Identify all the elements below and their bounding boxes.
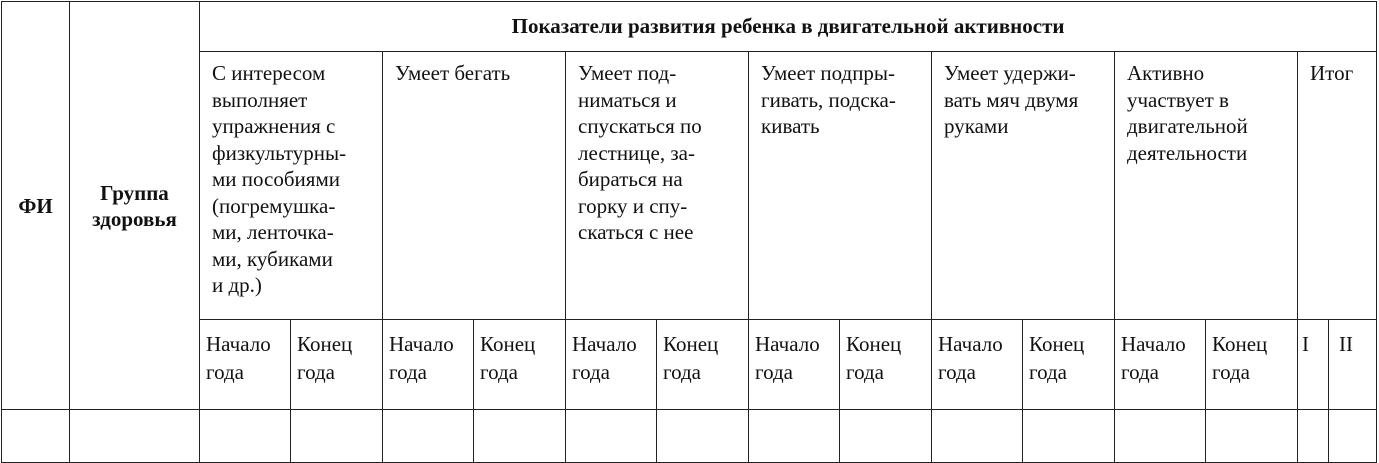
cell-value[interactable] xyxy=(474,410,566,463)
indicator-header-running: Умеет бегать xyxy=(383,52,566,320)
subheader-start: Начало года xyxy=(200,320,291,410)
cell-value[interactable] xyxy=(657,410,749,463)
subheader-start: Начало года xyxy=(383,320,474,410)
subheader-end: Конец года xyxy=(1023,320,1115,410)
cell-value[interactable] xyxy=(749,410,840,463)
subheader-start: Начало года xyxy=(932,320,1023,410)
cell-fi[interactable] xyxy=(2,410,70,463)
subheader-end: Конец года xyxy=(1206,320,1298,410)
indicator-header-exercises: С интересом выполняет упражнения с физкультурны- ми пособиями (погремушка- ми, ленточка- ми, кубиками и др.) xyxy=(200,52,383,320)
cell-value[interactable] xyxy=(1298,410,1329,463)
cell-value[interactable] xyxy=(566,410,657,463)
cell-health-group[interactable] xyxy=(70,410,200,463)
column-header-fi: ФИ xyxy=(2,2,70,410)
cell-value[interactable] xyxy=(200,410,291,463)
subheader-total-2: II xyxy=(1329,320,1377,410)
cell-value[interactable] xyxy=(932,410,1023,463)
subheader-end: Конец года xyxy=(840,320,932,410)
cell-value[interactable] xyxy=(840,410,932,463)
cell-value[interactable] xyxy=(1115,410,1206,463)
cell-value[interactable] xyxy=(383,410,474,463)
subheader-start: Начало года xyxy=(566,320,657,410)
subheader-start: Начало года xyxy=(1115,320,1206,410)
indicator-header-stairs: Умеет под- ниматься и спускаться по лестнице, за- бираться на горку и спу- скаться с нее xyxy=(566,52,749,320)
table-row xyxy=(2,410,1377,463)
subheader-total-1: I xyxy=(1298,320,1329,410)
subheader-start: Начало года xyxy=(749,320,840,410)
column-header-health-group: Группа здоровья xyxy=(70,2,200,410)
child-development-table xyxy=(1,1,1377,463)
subheader-end: Конец года xyxy=(474,320,566,410)
subheader-end: Конец года xyxy=(291,320,383,410)
cell-value[interactable] xyxy=(291,410,383,463)
cell-value[interactable] xyxy=(1023,410,1115,463)
cell-value[interactable] xyxy=(1329,410,1377,463)
indicator-header-ball: Умеет удержи- вать мяч двумя руками xyxy=(932,52,1115,320)
subheader-end: Конец года xyxy=(657,320,749,410)
indicator-header-activity: Активно участвует в двигательной деятельности xyxy=(1115,52,1298,320)
indicator-header-total: Итог xyxy=(1298,52,1377,320)
indicator-header-jumping: Умеет подпры- гивать, подска- кивать xyxy=(749,52,932,320)
main-header: Показатели развития ребенка в двигательной активности xyxy=(200,2,1377,52)
cell-value[interactable] xyxy=(1206,410,1298,463)
